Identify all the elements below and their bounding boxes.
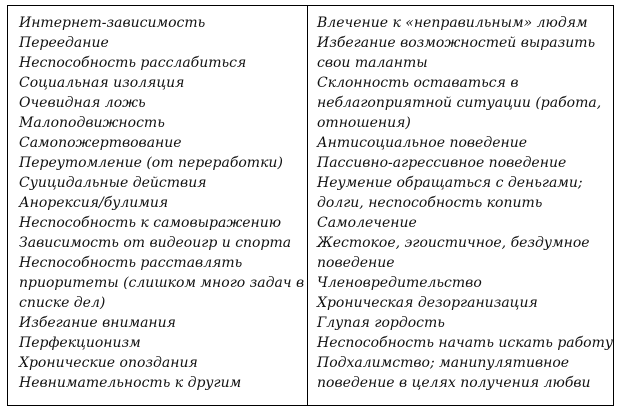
left-line: Переутомление (от переработки) <box>19 155 283 171</box>
right-column <box>308 6 613 405</box>
right-line: поведение <box>317 255 395 271</box>
left-line: Зависимость от видеоигр и спорта <box>19 235 292 251</box>
right-line: Неумение обращаться с деньгами; <box>317 175 583 191</box>
left-line: Невнимательность к другим <box>19 375 242 391</box>
right-line: Хроническая дезорганизация <box>317 295 538 311</box>
behavior-table <box>7 5 614 406</box>
right-line: отношения) <box>317 115 411 131</box>
left-line: Малоподвижность <box>19 115 165 131</box>
right-line: Избегание возможностей выразить <box>317 35 596 51</box>
left-line: Неспособность расставлять <box>19 255 243 271</box>
left-line: Интернет-зависимость <box>19 15 206 31</box>
left-line: Анорексия/булимия <box>19 195 169 211</box>
left-line: Неспособность к самовыражению <box>19 215 282 231</box>
right-line: неблагоприятной ситуации (работа, <box>317 95 602 111</box>
left-line: Самопожертвование <box>19 135 182 151</box>
left-column <box>8 6 308 405</box>
left-line: Очевидная ложь <box>19 95 146 111</box>
right-line: долги, неспособность копить <box>317 195 543 211</box>
right-line: свои таланты <box>317 55 428 71</box>
right-line: Глупая гордость <box>317 315 445 331</box>
left-line: Перфекционизм <box>19 335 141 351</box>
left-line: приоритеты (слишком много задач в <box>19 275 305 291</box>
left-line: Неспособность расслабиться <box>19 55 247 71</box>
left-line: Избегание внимания <box>19 315 176 331</box>
left-line: Переедание <box>19 35 109 51</box>
left-line: списке дел) <box>19 295 106 311</box>
left-line: Социальная изоляция <box>19 75 185 91</box>
right-line: Жестокое, эгоистичное, бездумное <box>317 235 590 251</box>
left-line: Хронические опоздания <box>19 355 198 371</box>
right-line: Антисоциальное поведение <box>317 135 527 151</box>
left-line: Суицидальные действия <box>19 175 207 191</box>
right-line: поведение в целях получения любви <box>317 375 591 391</box>
right-line: Членовредительство <box>317 275 482 291</box>
right-line: Пассивно-агрессивное поведение <box>317 155 567 171</box>
right-line: Самолечение <box>317 215 417 231</box>
right-line: Склонность оставаться в <box>317 75 519 91</box>
right-line: Подхалимство; манипулятивное <box>317 355 570 371</box>
right-line: Влечение к «неправильным» людям <box>317 15 588 31</box>
right-line: Неспособность начать искать работу <box>317 335 613 351</box>
